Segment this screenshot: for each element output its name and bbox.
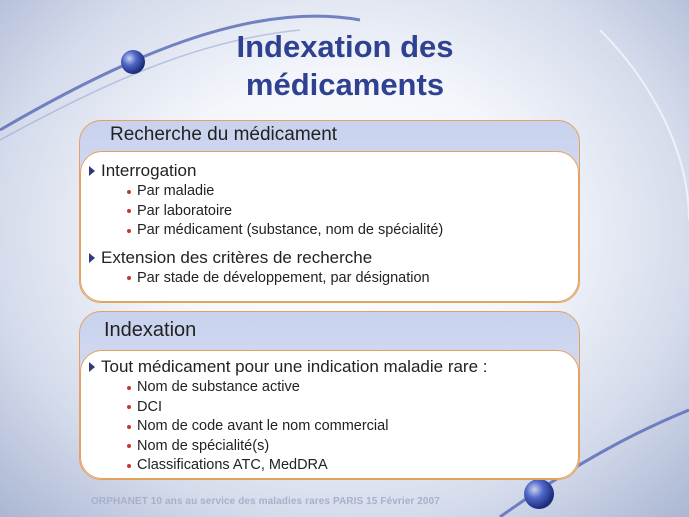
arrow-bullet-icon bbox=[89, 362, 95, 372]
sub-item bbox=[89, 437, 566, 457]
indexation-panel bbox=[79, 311, 580, 480]
footer-text: ORPHANET 10 ans au service des maladies rares PARIS 15 Février 2007 bbox=[91, 496, 440, 507]
sub-item bbox=[89, 378, 566, 398]
sub-item-label: Par médicament (substance, nom de spécialité) bbox=[137, 222, 444, 238]
sub-item-label: Par maladie bbox=[137, 183, 215, 199]
bullet-interrogation bbox=[89, 160, 566, 182]
dot-bullet-icon bbox=[127, 209, 131, 213]
indexation-panel-header: Indexation bbox=[104, 319, 197, 341]
dot-bullet-icon bbox=[127, 229, 131, 233]
search-panel-body bbox=[80, 151, 579, 302]
sub-item-label: Nom de spécialité(s) bbox=[137, 437, 270, 454]
sub-item-label: Classifications ATC, MedDRA bbox=[137, 457, 328, 473]
bullet-label: Interrogation bbox=[101, 161, 197, 180]
search-panel-header: Recherche du médicament bbox=[110, 124, 338, 145]
dot-bullet-icon bbox=[127, 425, 131, 429]
bullet-extension bbox=[89, 247, 566, 269]
sub-item bbox=[89, 202, 566, 222]
sub-item-label: Nom de code avant le nom commercial bbox=[137, 418, 389, 434]
indexation-panel-body bbox=[80, 350, 579, 479]
sub-item-label: Par laboratoire bbox=[137, 202, 233, 219]
dot-bullet-icon bbox=[127, 464, 131, 468]
sub-item bbox=[89, 269, 566, 289]
dot-bullet-icon bbox=[127, 405, 131, 409]
sub-item-label: DCI bbox=[137, 398, 162, 415]
bullet-label: Tout médicament pour une indication maladie rare : bbox=[101, 357, 488, 376]
sub-item bbox=[89, 417, 566, 437]
orb-bottom-right bbox=[524, 479, 554, 509]
orb-top-left bbox=[121, 50, 145, 74]
sub-item-label: Nom de substance active bbox=[137, 379, 300, 395]
arrow-bullet-icon bbox=[89, 166, 95, 176]
dot-bullet-icon bbox=[127, 276, 131, 280]
title-line-1: Indexation des bbox=[236, 29, 454, 64]
sub-item bbox=[89, 456, 566, 476]
sub-item bbox=[89, 398, 566, 418]
bullet-label: Extension des critères de recherche bbox=[101, 247, 373, 267]
sub-item bbox=[89, 182, 566, 202]
page-title bbox=[160, 28, 530, 104]
dot-bullet-icon bbox=[127, 386, 131, 390]
sub-item bbox=[89, 221, 566, 241]
dot-bullet-icon bbox=[127, 444, 131, 448]
bullet-indication bbox=[89, 356, 566, 378]
sub-item-label: Par stade de développement, par désignation bbox=[137, 269, 430, 286]
dot-bullet-icon bbox=[127, 190, 131, 194]
title-line-2: médicaments bbox=[245, 67, 445, 102]
search-panel bbox=[79, 120, 580, 303]
arrow-bullet-icon bbox=[89, 253, 95, 263]
